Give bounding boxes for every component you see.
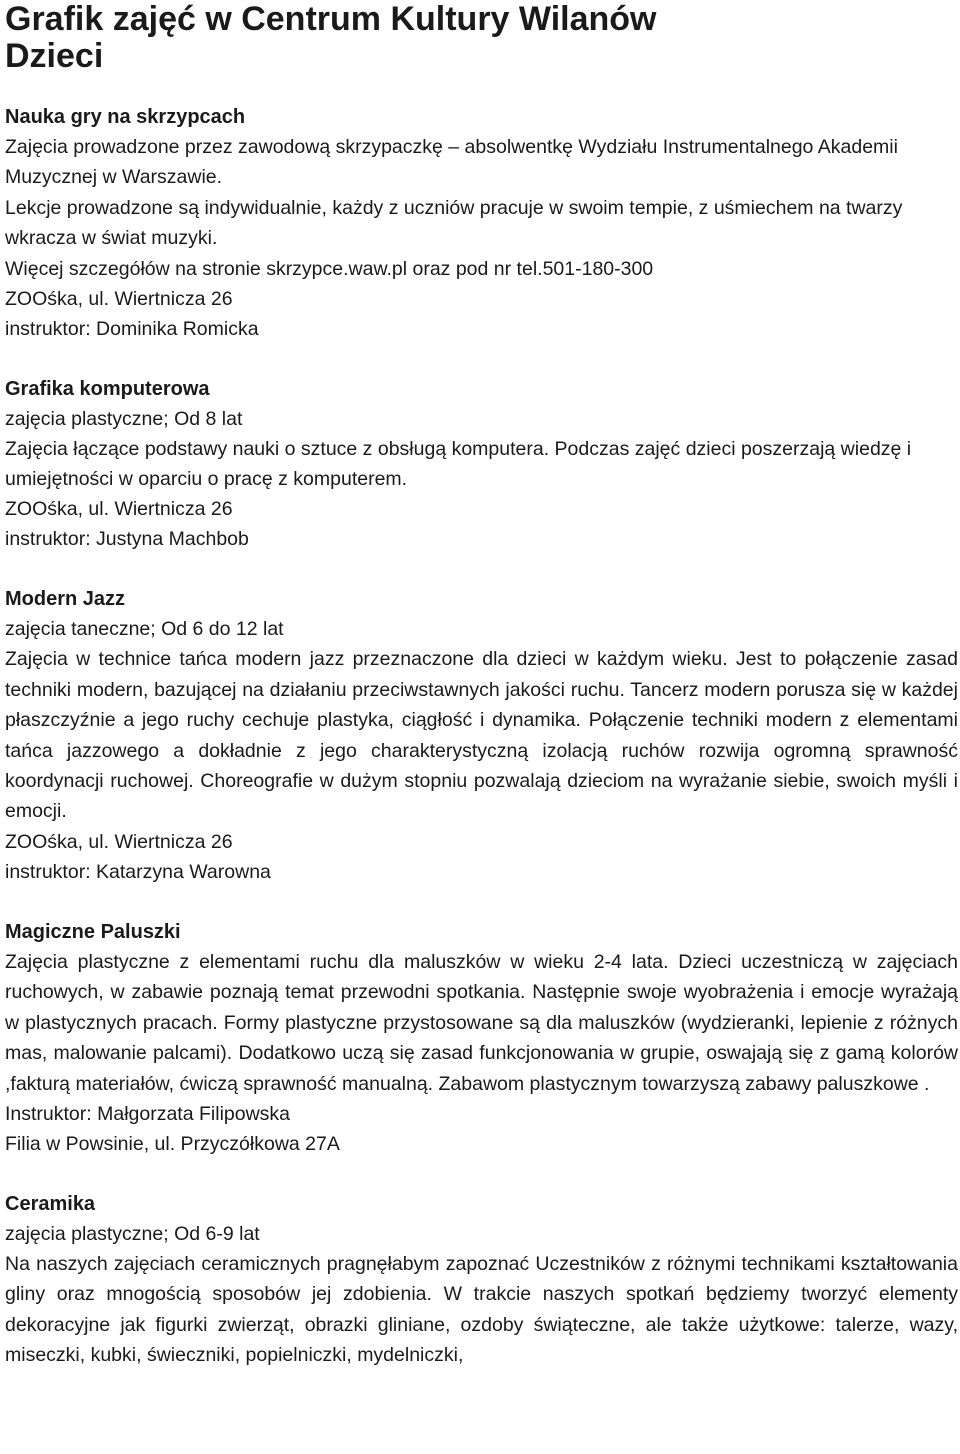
section-description: Zajęcia łączące podstawy nauki o sztuce z obsługą komputera. Podczas zajęć dzieci poszerzają wiedzę i umiejętności w oparciu o pracę z komputerem.: [5, 437, 912, 491]
section-more-info: Więcej szczegółów na stronie skrzypce.waw.pl oraz pod nr tel.501-180-300: [5, 257, 654, 280]
section-heading: Ceramika: [5, 1192, 96, 1215]
section-description: Zajęcia plastyczne z elementami ruchu dla maluszków w wieku 2-4 lata. Dzieci uczestniczą w zajęciach ruchowych, w zabawie poznają temat przewodni spotkania. Następnie swoje wyobrażenia i emocje wyrażają w plastycznych pracach. Formy plastyczne przystosowane są dla maluszków (wydzieranki, lepienie z różnych mas, malowanie palcami). Dodatkowo uczą się zasad funkcjonowania w grupie, oswajają się z gamą kolorów ,fakturą materiałów, ćwiczą sprawność manualną. Zabawom plastycznym towarzyszą zabawy paluszkowe .: [5, 950, 958, 1095]
section-location: Filia w Powsinie, ul. Przyczółkowa 27A: [5, 1132, 340, 1155]
section-meta: zajęcia plastyczne; Od 6-9 lat: [5, 1222, 260, 1245]
section-computer-graphics: [5, 374, 958, 555]
page-title: Grafik zajęć w Centrum Kultury Wilanów: [5, 0, 657, 38]
section-location: ZOOśka, ul. Wiertnicza 26: [5, 287, 233, 310]
section-description: Lekcje prowadzone są indywidualnie, każdy z uczniów pracuje w swoim tempie, z uśmiechem na twarzy wkracza w świat muzyki.: [5, 196, 903, 250]
page-subtitle: Dzieci: [5, 37, 104, 75]
section-location: ZOOśka, ul. Wiertnicza 26: [5, 830, 233, 853]
section-heading: Magiczne Paluszki: [5, 920, 181, 943]
section-meta: zajęcia plastyczne; Od 8 lat: [5, 407, 243, 430]
section-heading: Modern Jazz: [5, 588, 126, 611]
section-instructor: instruktor: Justyna Machbob: [5, 528, 249, 551]
section-meta: zajęcia taneczne; Od 6 do 12 lat: [5, 618, 284, 641]
section-description: Zajęcia w technice tańca modern jazz przeznaczone dla dzieci w każdym wieku. Jest to połączenie zasad techniki modern, bazującej na działaniu przeciwstawnych jakości ruchu. Tancerz modern porusza się w każdej płaszczyźnie a jego ruchy cechuje plastyka, ciągłość i dynamika. Połączenie techniki modern z elementami tańca jazzowego a dokładnie z jego charakterystyczną izolacją ruchów rozwija ogromną sprawność koordynacji ruchowej. Choreografie w dużym stopniu pozwalają dzieciom na wyrażanie siebie, swoich myśli i emocji.: [5, 648, 958, 823]
section-ceramics: [5, 1189, 958, 1371]
section-heading: Grafika komputerowa: [5, 377, 210, 400]
section-modern-jazz: [5, 584, 958, 886]
section-description: Zajęcia prowadzone przez zawodową skrzypaczkę – absolwentkę Wydziału Instrumentalnego Akademii Muzycznej w Warszawie.: [5, 136, 898, 189]
section-description: Na naszych zajęciach ceramicznych pragnęłabym zapoznać Uczestników z różnymi technikami kształtowania gliny oraz mnogością sposobów jej zdobienia. W trakcie naszych spotkań będziemy tworzyć elementy dekoracyjne jak figurki zwierząt, obrazki gliniane, ozdoby świąteczne, ale także użytkowe: talerze, wazy, miseczki, kubki, świeczniki, popielniczki, mydelniczki,: [5, 1252, 958, 1367]
section-violin: [5, 102, 958, 344]
section-location: ZOOśka, ul. Wiertnicza 26: [5, 498, 233, 521]
section-heading: Nauka gry na skrzypcach: [5, 106, 246, 128]
section-instructor: instruktor: Dominika Romicka: [5, 317, 259, 340]
section-magic-fingers: [5, 917, 958, 1159]
section-instructor: instruktor: Katarzyna Warowna: [5, 860, 271, 883]
section-instructor: Instruktor: Małgorzata Filipowska: [5, 1102, 291, 1125]
